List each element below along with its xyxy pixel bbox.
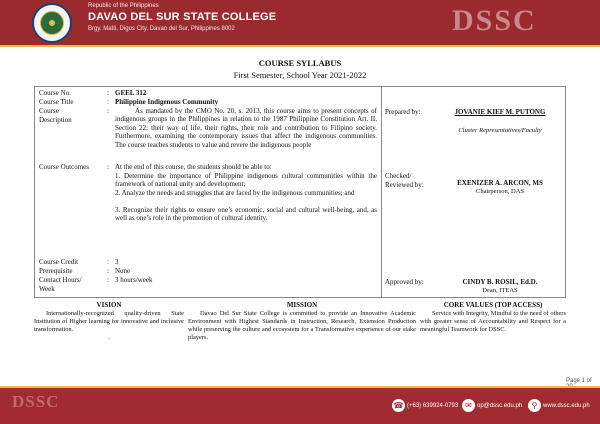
footer-phone: (+63) 639924-0793	[407, 403, 459, 409]
footer-email[interactable]: op@dssc.edu.ph	[477, 403, 523, 409]
checked-by-name: EXENIZER A. ARCON, MS	[457, 179, 543, 187]
course-outcomes-intro: At the end of this course, the students should be able to:	[115, 163, 272, 171]
checked-by-role: Chairperson, DAS	[475, 188, 525, 195]
college-name: DAVAO DEL SUR STATE COLLEGE	[88, 11, 277, 23]
course-description: As mandated by the CMO No. 20, s. 2013, this course aims to present concepts of indigenous groups in the Philippines in relation to the 1987 Philippine Constitution Art. II, Section 22: their way of life, their rights, their role and contribution to Filipino society. Furthermore, examining the contemporary issues that affect the indigenous communities. The course teaches students to value and revere the indigenous people	[115, 107, 377, 149]
mission-text: Davao Del Sur State College is committed to provide an Innovative Academic Environment with Highest Standards in Instruction, Research, Extension Production while preserving the culture and ecosystem for a Transformative experience of our stake players.	[188, 310, 416, 341]
footer-dssc-watermark: DSSC	[12, 392, 60, 411]
globe-icon: ⚲	[528, 399, 541, 412]
prepared-by-role: Cluster Representatives/Faculty	[458, 127, 542, 134]
checked-by-label-1: Checked/	[385, 172, 412, 180]
colon: :	[107, 107, 109, 115]
course-title-value: Philippine Indigenous Community	[115, 98, 219, 106]
mission-title: MISSION	[286, 301, 318, 309]
email-icon: ✉	[462, 399, 475, 412]
syllabus-info-box	[34, 86, 566, 298]
prepared-by-name: JOVANIE KIEF M. PUTONG	[454, 108, 546, 116]
core-values-title: CORE VALUES (TOP ACCESS)	[443, 301, 543, 309]
colon: :	[107, 98, 109, 106]
course-title-label: Course Title	[39, 98, 74, 106]
contact-hours-label-1: Contact Hours/	[39, 276, 82, 284]
colon: :	[107, 258, 109, 266]
course-outcome-item: 1. Determine the importance of Philippine indigenous cultural communities within the framework of national unity and development;	[115, 172, 377, 189]
colon: :	[107, 163, 109, 171]
approved-by-role: Dean, ITEAS	[482, 287, 518, 294]
course-credit-value: 3	[115, 258, 119, 266]
checked-by-label-2: Reviewed by:	[385, 181, 424, 189]
colon: :	[107, 276, 109, 284]
republic-text: Republic of the Philippines	[88, 3, 159, 9]
prerequisite-label: Prerequisite	[39, 267, 73, 275]
phone-icon: ☎	[393, 401, 404, 410]
college-seal-icon	[32, 3, 72, 43]
footer-website[interactable]: www.dssc.edu.ph	[543, 403, 590, 409]
course-outcome-item: 2. Analyze the needs and struggles that are faced by the indigenous communities; and	[115, 189, 355, 197]
vision-dot: .	[108, 334, 110, 341]
college-address: Brgy. Matti, Digos City, Davao del Sur, Philippines 8002	[88, 26, 235, 32]
column-divider	[381, 87, 382, 297]
colon: :	[107, 89, 109, 97]
contact-hours-value: 3 hours/week	[115, 276, 153, 284]
footer-banner	[0, 388, 600, 424]
vision-title: VISION	[96, 301, 122, 309]
course-description-label-2: Description	[39, 116, 72, 124]
vision-text: Internationally-recognized quality-driven State Institution of Higher learning for innovative and inclusive transformation.	[34, 310, 184, 333]
course-no-value: GEEL 312	[115, 89, 147, 97]
contact-hours-label-2: Week	[39, 285, 55, 293]
course-outcomes-label: Course Outcomes	[39, 163, 89, 171]
document-subtitle: First Semester, School Year 2021-2022	[233, 70, 367, 80]
course-credit-label: Course Credit	[39, 258, 79, 266]
prepared-by-label: Prepared by:	[385, 108, 421, 116]
core-values-text: Service with Integrity, Mindful to the need of others with greater sense of Accountability and Respect for a meaningful Teamwork for DSSC.	[420, 310, 566, 333]
header-banner	[0, 0, 600, 45]
page-number: Page 1 of	[566, 378, 592, 384]
approved-by-name: CINDY B. ROSIL, Ed.D.	[462, 278, 538, 286]
approved-by-label: Approved by:	[385, 278, 424, 286]
course-description-label-1: Course	[39, 107, 59, 115]
header-gold-stripe	[0, 45, 600, 47]
course-no-label: Course No.	[39, 89, 71, 97]
colon: :	[107, 267, 109, 275]
document-title: COURSE SYLLABUS	[258, 58, 342, 68]
dssc-watermark: DSSC	[452, 4, 537, 37]
prerequisite-value: None	[115, 267, 131, 275]
course-outcome-item: 3. Recognize their rights to ensure one’s economic, social and cultural well-being, and, as well as one’s role in the promotion of cultural identity.	[115, 206, 377, 223]
